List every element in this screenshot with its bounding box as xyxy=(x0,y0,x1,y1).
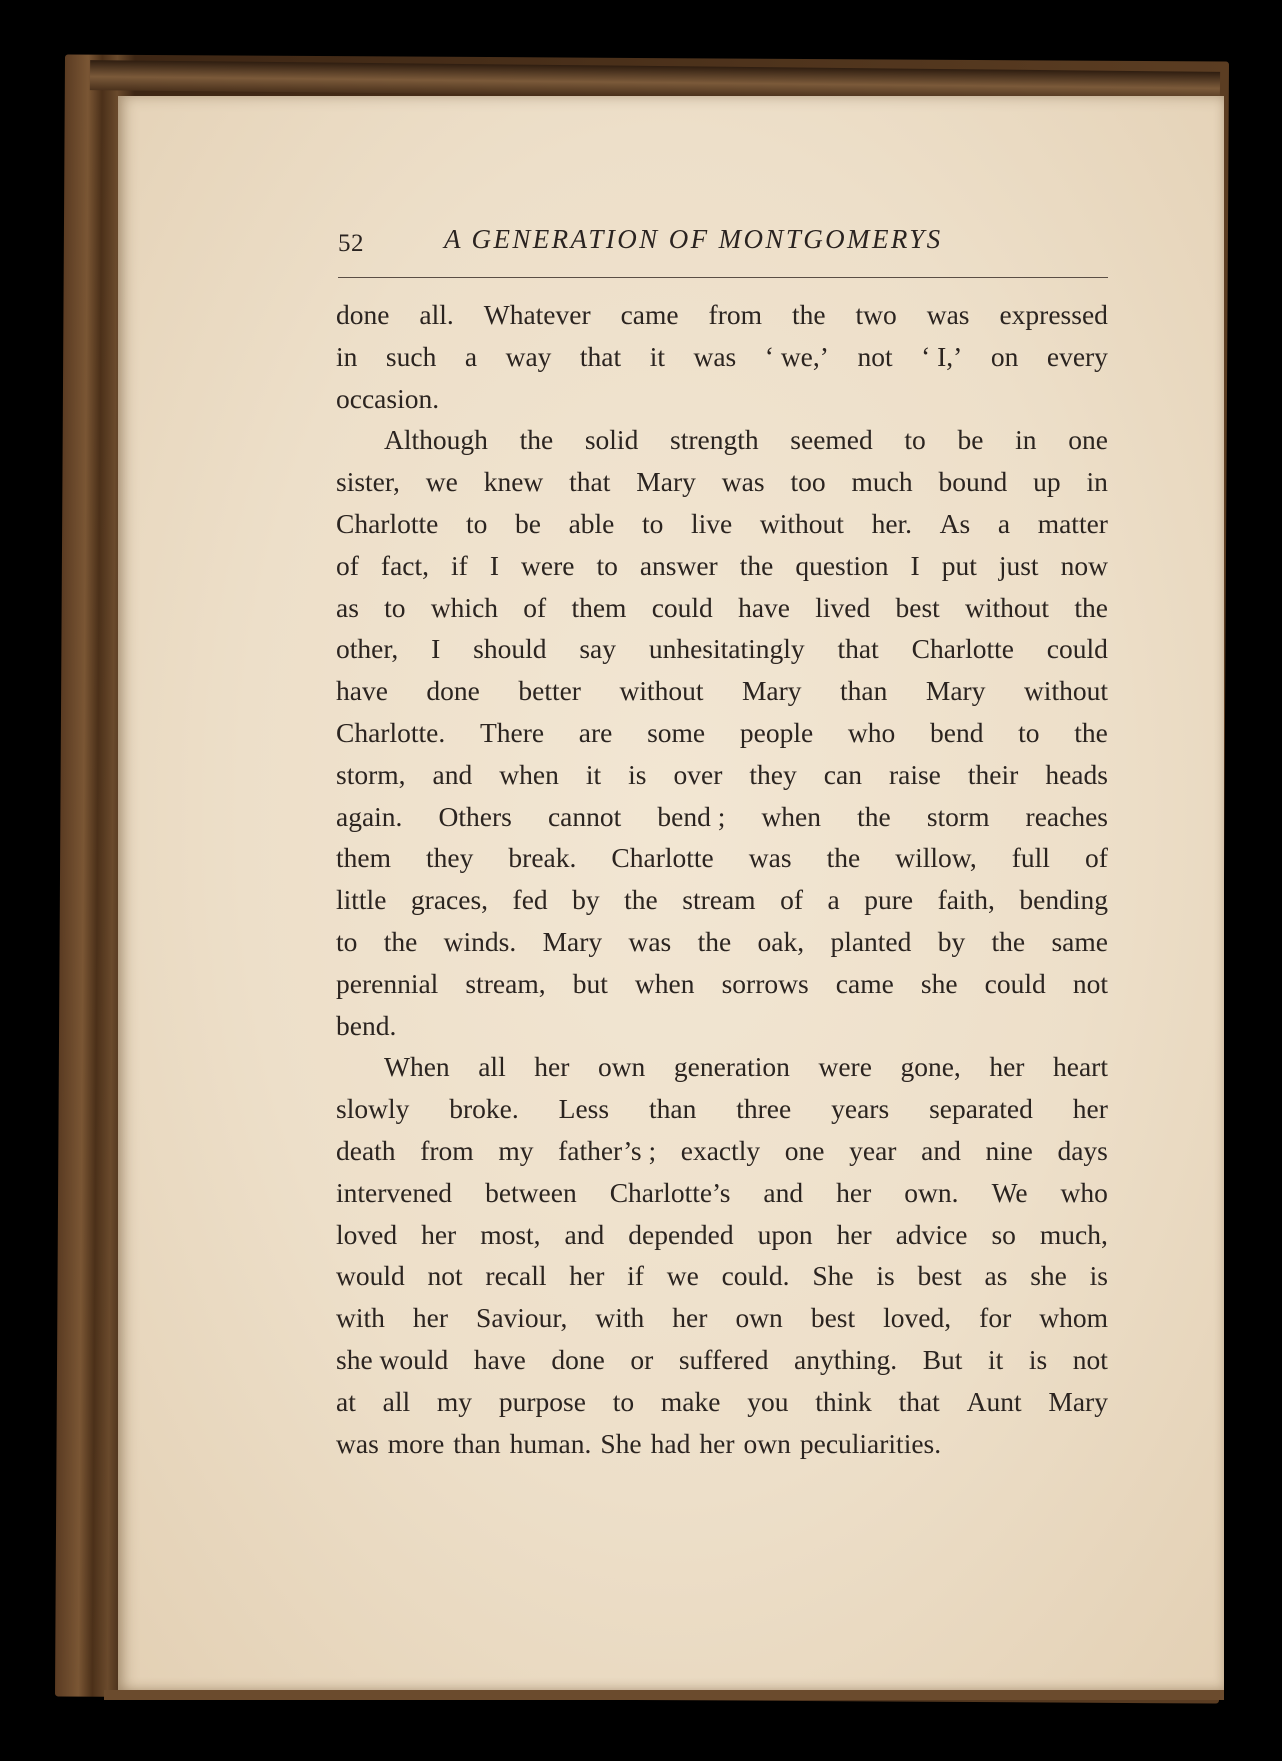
word: all. xyxy=(419,299,454,330)
text-line xyxy=(336,1381,1108,1423)
page-bottom-edge xyxy=(104,1690,1224,1700)
word: but xyxy=(572,967,608,999)
word: Mary xyxy=(636,466,696,498)
text-line xyxy=(336,1423,1108,1465)
word: over xyxy=(673,758,723,790)
word: bend ; xyxy=(657,800,726,832)
word: Charlotte’s xyxy=(609,1176,731,1208)
text-line xyxy=(336,545,1108,587)
word: the xyxy=(1074,716,1108,748)
text-line xyxy=(336,879,1108,921)
word: break. xyxy=(508,842,577,874)
word: to xyxy=(904,424,926,456)
word: her xyxy=(569,1260,605,1292)
word: people xyxy=(739,716,814,748)
word: raise xyxy=(888,758,941,790)
word: sister, xyxy=(336,466,400,498)
word: purpose xyxy=(498,1385,586,1417)
word: such xyxy=(385,340,437,372)
word: on xyxy=(990,340,1019,372)
word: came xyxy=(620,299,679,330)
word: slowly xyxy=(336,1093,410,1125)
word: Charlotte. xyxy=(336,716,446,748)
word: stream xyxy=(682,884,756,916)
word: lived xyxy=(815,591,871,623)
word: was xyxy=(748,842,792,874)
word: I xyxy=(489,549,499,581)
word: had xyxy=(650,1427,691,1459)
word: not xyxy=(857,340,893,372)
running-title: A GENERATION OF MONTGOMERYS xyxy=(444,224,943,254)
word: nine xyxy=(985,1134,1033,1166)
word: or xyxy=(630,1343,654,1375)
word: of xyxy=(780,884,803,916)
word: as xyxy=(984,1260,1008,1292)
word: the xyxy=(739,549,774,581)
word: done xyxy=(551,1343,605,1375)
word: Others xyxy=(438,800,512,832)
word: the xyxy=(826,842,861,874)
word: and xyxy=(763,1176,804,1208)
text-line xyxy=(336,1172,1108,1214)
word: to xyxy=(465,507,488,539)
word: willow, xyxy=(895,842,977,874)
word: is xyxy=(628,758,647,790)
word: own xyxy=(597,1051,646,1083)
word: storm, xyxy=(336,758,406,790)
text-line xyxy=(336,1297,1108,1339)
word: done xyxy=(426,675,480,707)
word: be xyxy=(957,424,984,456)
word: is xyxy=(1089,1260,1108,1292)
text-line xyxy=(336,628,1108,670)
word: not xyxy=(427,1260,463,1292)
word: if xyxy=(627,1260,644,1292)
word: that xyxy=(898,1385,940,1417)
word: seemed xyxy=(790,424,873,456)
word: Mary xyxy=(1048,1385,1108,1417)
word: should xyxy=(473,633,547,665)
word: gone, xyxy=(900,1051,961,1083)
word: Although xyxy=(384,424,488,456)
word: not xyxy=(1072,1343,1108,1375)
word: best xyxy=(917,1260,962,1292)
word: from xyxy=(420,1134,474,1166)
word: We xyxy=(991,1176,1028,1208)
word: all xyxy=(382,1385,411,1417)
word: her xyxy=(699,1427,735,1459)
word: with xyxy=(595,1302,645,1334)
word: she xyxy=(1030,1260,1067,1292)
word: I xyxy=(431,633,441,665)
word: could xyxy=(1046,633,1108,665)
word: answer xyxy=(639,549,718,581)
word: when xyxy=(634,967,695,999)
word: her xyxy=(836,1218,872,1250)
word: death xyxy=(336,1134,396,1166)
page-header xyxy=(338,224,1108,264)
word: and xyxy=(921,1134,961,1166)
word: them xyxy=(571,591,627,623)
word: own xyxy=(735,1302,783,1334)
word: was xyxy=(693,340,737,372)
word: than xyxy=(840,675,888,707)
word: they xyxy=(426,842,474,874)
word: of xyxy=(1084,842,1108,874)
word: reaches xyxy=(1025,800,1108,832)
word: Charlotte xyxy=(611,842,714,874)
word: her xyxy=(1072,1093,1108,1125)
word: Less xyxy=(558,1093,610,1125)
word: matter xyxy=(1037,507,1108,539)
word: were xyxy=(818,1051,872,1083)
word: three xyxy=(736,1093,792,1125)
word: it xyxy=(649,340,665,372)
text-line xyxy=(336,1046,1108,1088)
word: have xyxy=(473,1343,526,1375)
word: were xyxy=(521,549,575,581)
word: so xyxy=(991,1218,1016,1250)
word: days xyxy=(1057,1134,1108,1166)
word: suffered xyxy=(678,1343,769,1375)
word: than xyxy=(648,1093,697,1125)
word: could. xyxy=(721,1260,790,1292)
word: bound xyxy=(938,466,1008,498)
word: without xyxy=(965,591,1050,623)
word: as xyxy=(336,591,359,623)
word: fed xyxy=(512,884,548,916)
word: she xyxy=(920,967,958,999)
word: they xyxy=(749,758,797,790)
word: my xyxy=(498,1134,534,1166)
word: from xyxy=(708,299,763,330)
word: is xyxy=(876,1260,895,1292)
word: same xyxy=(1051,925,1108,957)
word: in xyxy=(1086,466,1108,498)
word: loved xyxy=(336,1218,398,1250)
word: whom xyxy=(1039,1302,1108,1334)
word: depended xyxy=(628,1218,734,1250)
word: pure xyxy=(864,884,914,916)
word: than xyxy=(453,1427,501,1459)
word: Mary xyxy=(741,675,802,707)
text-line xyxy=(336,294,1108,336)
word: the xyxy=(857,800,891,832)
word: up xyxy=(1033,466,1061,498)
word: done xyxy=(336,299,390,330)
word: storm xyxy=(926,800,990,832)
word: think xyxy=(815,1385,872,1417)
word: some xyxy=(647,716,706,748)
word: all xyxy=(478,1051,506,1083)
text-line xyxy=(336,419,1108,461)
word: full xyxy=(1011,842,1050,874)
word: which xyxy=(430,591,499,623)
word: little xyxy=(336,884,387,916)
word: that xyxy=(579,340,622,372)
word: separated xyxy=(929,1093,1033,1125)
word: to xyxy=(612,1385,635,1417)
word: the xyxy=(519,424,554,456)
word: own xyxy=(743,1427,791,1459)
word: you xyxy=(747,1385,789,1417)
word: have xyxy=(738,591,790,623)
word: that xyxy=(837,633,879,665)
word: with xyxy=(336,1302,385,1334)
word: question xyxy=(795,549,889,581)
word: two xyxy=(855,299,897,330)
word: at xyxy=(336,1385,356,1417)
word: Charlotte xyxy=(336,507,439,539)
word: heads xyxy=(1045,758,1108,790)
word: solid xyxy=(584,424,639,456)
word: way xyxy=(505,340,552,372)
word: When xyxy=(384,1051,450,1083)
word: Aunt xyxy=(966,1385,1022,1417)
word: bend. xyxy=(336,1009,397,1041)
text-line xyxy=(336,1214,1108,1256)
word: say xyxy=(579,633,616,665)
word: in xyxy=(336,340,358,372)
word: just xyxy=(998,549,1039,581)
word: graces, xyxy=(410,884,489,916)
word: father’s ; xyxy=(558,1134,657,1166)
word: exactly xyxy=(680,1134,761,1166)
word: could xyxy=(651,591,713,623)
word: a xyxy=(464,340,478,372)
word: able xyxy=(568,507,615,539)
word: Mary xyxy=(542,925,603,957)
word: not xyxy=(1072,967,1108,999)
text-line xyxy=(336,503,1108,545)
word: by xyxy=(572,884,600,916)
word: when xyxy=(499,758,559,790)
word: her xyxy=(836,1176,872,1208)
word: the xyxy=(697,925,732,957)
word: a xyxy=(827,884,840,916)
text-line xyxy=(336,1005,1108,1047)
word: peculiarities. xyxy=(799,1427,942,1459)
text-line xyxy=(336,796,1108,838)
word: own. xyxy=(904,1176,959,1208)
text-line xyxy=(336,587,1108,629)
word: without xyxy=(759,507,844,539)
word: best xyxy=(810,1302,856,1334)
word: other, xyxy=(336,633,399,665)
word: broke. xyxy=(449,1093,519,1125)
word: and xyxy=(564,1218,605,1250)
text-line xyxy=(336,921,1108,963)
word: I xyxy=(910,549,920,581)
word: my xyxy=(436,1385,473,1417)
word: loved, xyxy=(883,1302,952,1334)
text-line xyxy=(336,378,1108,420)
word: bend xyxy=(929,716,984,748)
word: the xyxy=(991,925,1026,957)
word: much xyxy=(851,466,913,498)
word: her xyxy=(989,1051,1025,1083)
word: cannot xyxy=(547,800,622,832)
word: are xyxy=(578,716,613,748)
word: expressed xyxy=(999,299,1108,330)
word: ‘ I,’ xyxy=(921,340,963,372)
word: live xyxy=(691,507,733,539)
word: when xyxy=(761,800,822,832)
word: heart xyxy=(1053,1051,1108,1083)
text-line xyxy=(336,1255,1108,1297)
word: a xyxy=(997,507,1011,539)
word: human. xyxy=(509,1427,592,1459)
word: the xyxy=(624,884,658,916)
text-line xyxy=(336,461,1108,503)
page-number: 52 xyxy=(338,230,364,257)
word: would xyxy=(336,1260,405,1292)
word: was xyxy=(628,925,672,957)
word: to xyxy=(596,549,618,581)
word: ‘ we,’ xyxy=(764,340,829,372)
word: advice xyxy=(895,1218,968,1250)
word: knew xyxy=(483,466,544,498)
word: one xyxy=(1068,424,1108,456)
word: the xyxy=(383,925,418,957)
word: Whatever xyxy=(483,299,591,330)
text-line xyxy=(336,1339,1108,1381)
word: it xyxy=(585,758,602,790)
word: was xyxy=(336,1427,379,1459)
header-rule xyxy=(338,277,1108,278)
word: of xyxy=(523,591,547,623)
word: winds. xyxy=(443,925,517,957)
word: most, xyxy=(480,1218,541,1250)
word: make xyxy=(660,1385,721,1417)
word: But xyxy=(922,1343,963,1375)
word: in xyxy=(1015,424,1037,456)
word: her xyxy=(421,1218,457,1250)
word: perennial xyxy=(336,967,439,999)
word: Mary xyxy=(925,675,986,707)
word: her xyxy=(672,1302,708,1334)
text-line xyxy=(336,1088,1108,1130)
text-line xyxy=(336,712,1108,754)
word: generation xyxy=(673,1051,790,1083)
word: faith, xyxy=(937,884,995,916)
word: that xyxy=(569,466,611,498)
word: unhesitatingly xyxy=(648,633,805,665)
word: now xyxy=(1060,549,1108,581)
word: Charlotte xyxy=(911,633,1014,665)
word: to xyxy=(336,925,358,957)
word: if xyxy=(451,549,468,581)
word: be xyxy=(514,507,541,539)
text-line xyxy=(336,670,1108,712)
word: we xyxy=(666,1260,699,1292)
word: oak, xyxy=(757,925,805,957)
word: her xyxy=(412,1302,449,1334)
word: without xyxy=(619,675,704,707)
word: by xyxy=(937,925,966,957)
word: it xyxy=(988,1343,1004,1375)
word: their xyxy=(967,758,1019,790)
word: could xyxy=(984,967,1046,999)
word: came xyxy=(835,967,894,999)
word: every xyxy=(1046,340,1108,372)
word: have xyxy=(336,675,388,707)
text-line xyxy=(336,1130,1108,1172)
word: was xyxy=(926,299,970,330)
word: She xyxy=(600,1427,642,1459)
word: recall xyxy=(485,1260,547,1292)
word: who xyxy=(847,716,896,748)
word: without xyxy=(1023,675,1108,707)
word: stream, xyxy=(465,967,546,999)
word: she would xyxy=(336,1343,449,1375)
word: we xyxy=(425,466,458,498)
word: best xyxy=(895,591,940,623)
word: year xyxy=(849,1134,897,1166)
word: one xyxy=(784,1134,825,1166)
word: and xyxy=(432,758,473,790)
word: to xyxy=(384,591,406,623)
word: again. xyxy=(336,800,403,832)
word: put xyxy=(941,549,977,581)
word: years xyxy=(831,1093,890,1125)
word: intervened xyxy=(336,1176,453,1208)
word: better xyxy=(518,675,581,707)
word: She xyxy=(812,1260,854,1292)
word: the xyxy=(1074,591,1108,623)
word: can xyxy=(823,758,862,790)
body-text xyxy=(336,294,1108,1464)
text-line xyxy=(336,837,1108,879)
word: to xyxy=(1018,716,1040,748)
word: As xyxy=(939,507,971,539)
word: her xyxy=(534,1051,570,1083)
text-line xyxy=(336,336,1108,378)
word: much, xyxy=(1039,1218,1108,1250)
word: of xyxy=(336,549,359,581)
word: strength xyxy=(670,424,759,456)
word: fact, xyxy=(380,549,430,581)
word: occasion. xyxy=(336,382,440,414)
text-line xyxy=(336,754,1108,796)
word: them xyxy=(336,842,391,874)
word: planted xyxy=(830,925,912,957)
word: There xyxy=(479,716,545,748)
word: her. xyxy=(871,507,913,539)
word: sorrows xyxy=(721,967,809,999)
word: anything. xyxy=(794,1343,898,1375)
word: between xyxy=(485,1176,577,1208)
word: bending xyxy=(1019,884,1108,916)
word: was xyxy=(721,466,765,498)
text-line xyxy=(336,963,1108,1005)
word: more xyxy=(387,1427,445,1459)
word: is xyxy=(1028,1343,1048,1375)
word: upon xyxy=(757,1218,813,1250)
word: who xyxy=(1060,1176,1108,1208)
word: too xyxy=(790,466,826,498)
word: to xyxy=(642,507,664,539)
word: for xyxy=(979,1302,1012,1334)
word: Saviour, xyxy=(476,1302,568,1334)
word: the xyxy=(791,299,826,330)
